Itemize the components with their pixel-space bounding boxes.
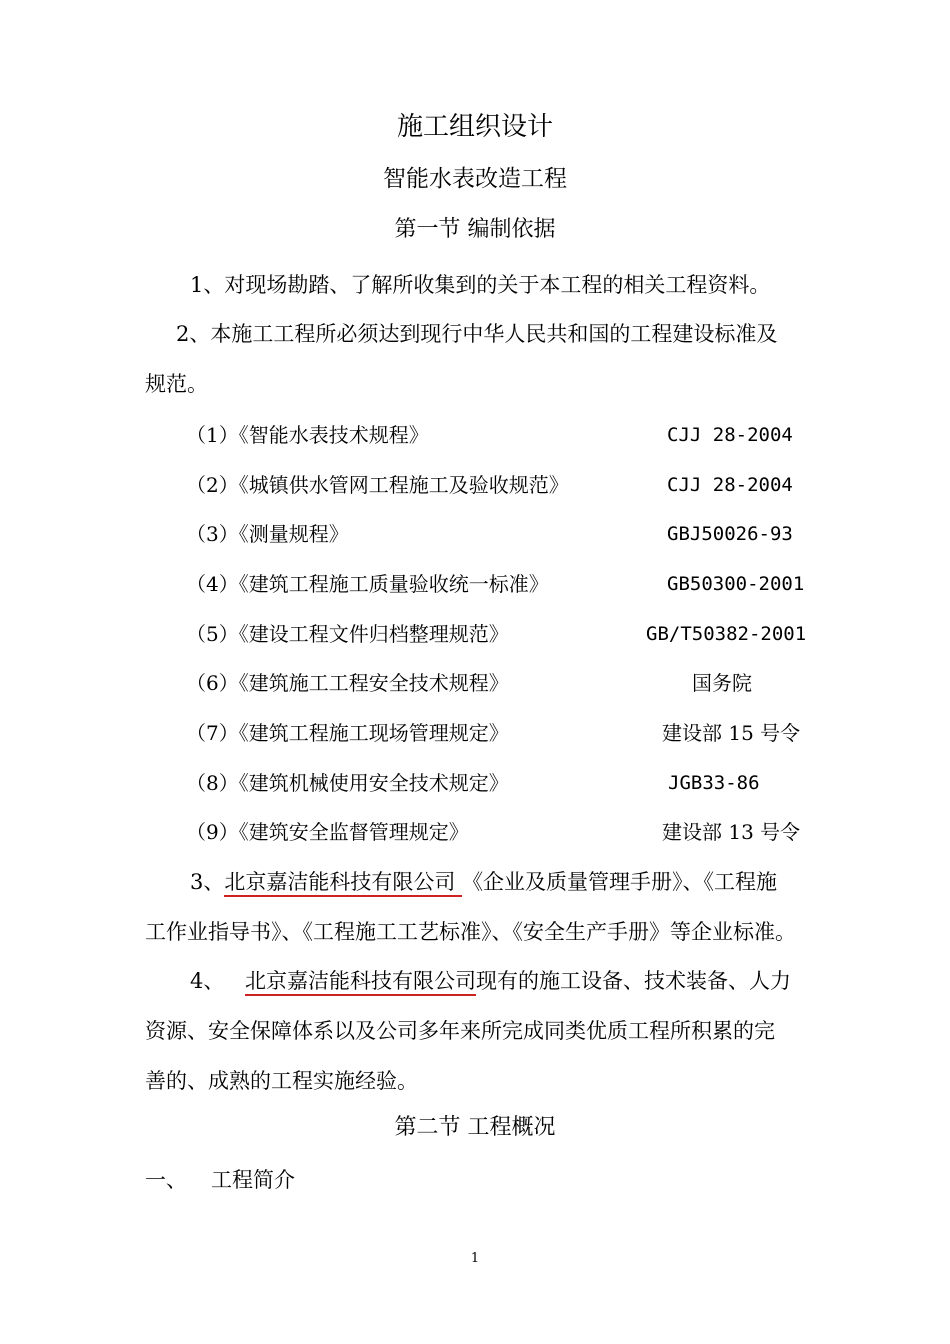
section-heading-2: 第二节 工程概况 [394,1115,556,1140]
standard-name: （1）《智能水表技术规程》 [186,423,429,447]
section-heading-1: 第一节 编制依据 [394,217,556,242]
standard-code: GBJ50026-93 [667,523,793,545]
document-subtitle: 智能水表改造工程 [383,166,567,192]
standard-code: JGB33-86 [668,772,760,794]
standard-name: （2）《城镇供水管网工程施工及验收规范》 [186,473,569,497]
paragraph-item-1: 1、对现场勘踏、了解所收集到的关于本工程的相关工程资料。 [190,273,771,297]
company-name-underlined: 北京嘉洁能科技有限公司 [245,969,476,996]
item-4-prefix: 4、 [190,969,232,993]
standard-name: （9）《建筑安全监督管理规定》 [186,820,469,844]
standard-code: 国务院 [692,671,752,695]
item-3-prefix: 3、 [190,870,225,894]
document-title: 施工组织设计 [396,112,553,142]
item-4-text: 现有的施工设备、技术装备、人力 [476,969,792,993]
paragraph-item-4-line-3: 善的、成熟的工程实施经验。 [145,1069,418,1093]
standard-code: GB/T50382-2001 [646,623,807,645]
paragraph-item-3-line-1 [190,872,777,893]
subsection-number: 一、 [145,1168,187,1192]
standard-code: 建设部 13 号令 [662,820,801,844]
standard-name: （4）《建筑工程施工质量验收统一标准》 [186,572,549,596]
standard-name: （6）《建筑施工工程安全技术规程》 [186,671,509,695]
standard-code: GB50300-2001 [667,573,805,595]
paragraph-item-2-line-1: 2、本施工工程所必须达到现行中华人民共和国的工程建设标准及 [176,322,778,346]
standard-code: CJJ 28-2004 [667,424,793,446]
standard-name: （5）《建设工程文件归档整理规范》 [186,622,509,646]
company-name-underlined: 北京嘉洁能科技有限公司 [224,870,462,897]
paragraph-item-3-line-2: 工作业指导书》、《工程施工工艺标准》、《安全生产手册》等企业标准。 [145,920,796,944]
standard-name: （7）《建筑工程施工现场管理规定》 [186,721,509,745]
subsection-title: 工程简介 [211,1168,295,1192]
subsection-heading-1 [145,1170,295,1191]
standard-name: （8）《建筑机械使用安全技术规定》 [186,771,509,795]
paragraph-item-4-line-1 [190,971,791,992]
standard-name: （3）《测量规程》 [186,522,349,546]
paragraph-item-2-line-2: 规范。 [145,372,208,396]
standard-code: 建设部 15 号令 [662,721,801,745]
item-3-text: 《企业及质量管理手册》、《工程施 [462,870,778,894]
paragraph-item-4-line-2: 资源、安全保障体系以及公司多年来所完成同类优质工程所积累的完 [145,1019,775,1043]
standard-code: CJJ 28-2004 [667,474,793,496]
page-number: 1 [470,1251,480,1266]
